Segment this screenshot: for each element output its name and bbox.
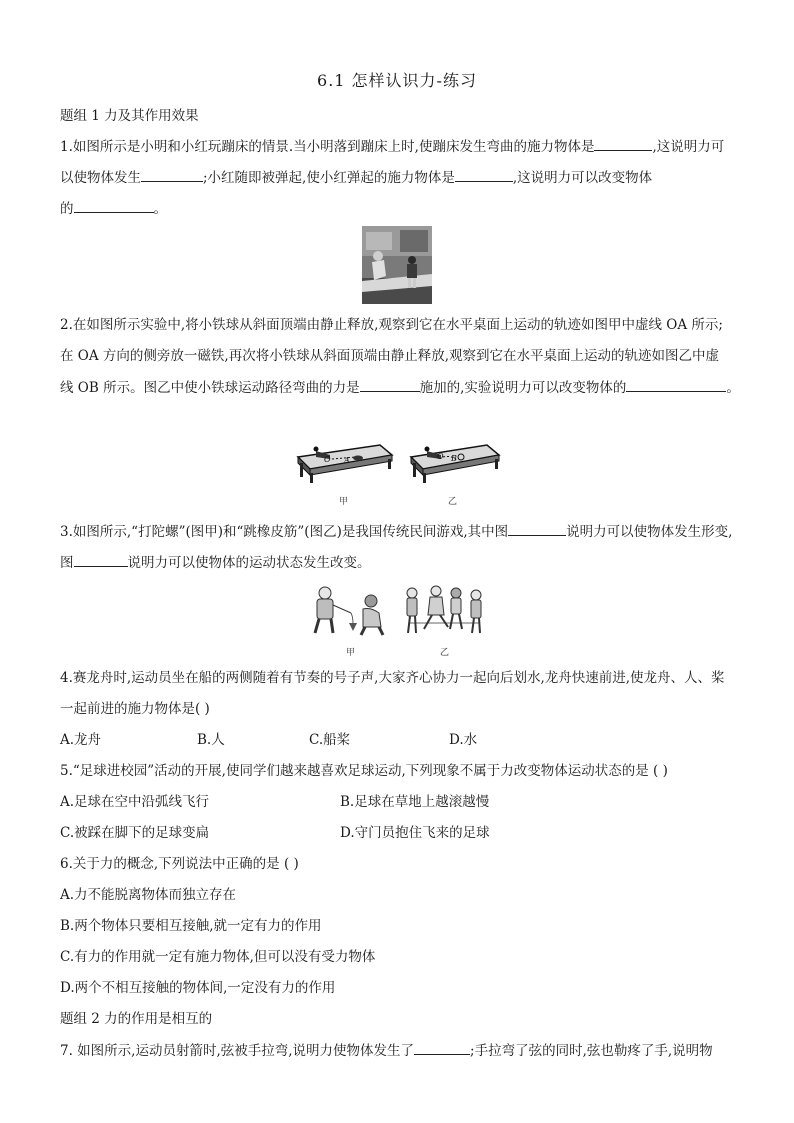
q4-option-a[interactable]: A.龙舟 <box>60 732 102 748</box>
caption-jia-1: 甲 <box>339 497 349 507</box>
q5-option-a[interactable]: A.足球在空中沿弧线飞行 <box>60 794 210 810</box>
caption-jia-2: 甲 <box>346 648 356 658</box>
q7-text-2: ;手拉弯了弦的同时,弦也勒疼了手,说明物 <box>470 1043 713 1059</box>
q1-text-1: 1.如图所示是小明和小红玩蹦床的情景.当小明落到蹦床上时,使蹦床发生弯曲的施力物体是 <box>60 139 595 155</box>
q1-text-3: 以使物体发生 <box>60 170 141 186</box>
page-title: 6.1 怎样认识力-练习 <box>317 71 477 90</box>
q3-text-1: 3.如图所示,“打陀螺”(图甲)和“跳橡皮筋”(图乙)是我国传统民间游戏,其中图 <box>60 524 509 540</box>
label-a: A <box>344 456 350 465</box>
group-2-heading: 题组 2 力的作用是相互的 <box>60 1011 213 1027</box>
q4-option-d[interactable]: D.水 <box>449 732 478 748</box>
q7-line-1 <box>60 1040 740 1061</box>
q3-text-4: 说明力可以使物体的运动状态发生改变。 <box>127 555 371 571</box>
q6-option-d[interactable]: D.两个不相互接触的物体间,一定没有力的作用 <box>60 980 336 996</box>
q6-option-a[interactable]: A.力不能脱离物体而独立存在 <box>60 887 237 903</box>
label-o: O <box>324 455 331 464</box>
caption-yi-2: 乙 <box>440 648 450 658</box>
caption-yi-1: 乙 <box>448 497 458 507</box>
q2-text-2: 施加的,实验说明力可以改变物体的 <box>419 380 627 396</box>
label-b: B <box>451 454 457 463</box>
q6-option-b[interactable]: B.两个物体只要相互接触,就一定有力的作用 <box>60 918 322 934</box>
q5-option-b[interactable]: B.足球在草地上越滚越慢 <box>340 794 490 810</box>
q1-line-2 <box>60 167 740 188</box>
q4-line-1: 4.赛龙舟时,运动员坐在船的两侧随着有节奏的号子声,大家齐心协力一起向后划水,龙舟快速前进,使龙舟、人、桨 <box>60 670 725 686</box>
q1-line-3 <box>60 198 740 219</box>
q3-text-2: 说明力可以使物体发生形变, <box>566 524 733 540</box>
q5-option-c[interactable]: C.被踩在脚下的足球变扁 <box>60 825 210 841</box>
q5-line-1: 5.“足球进校园”活动的开展,使同学们越来越喜欢足球运动,下列现象不属于力改变物体运动状态的是 ( ) <box>60 763 668 779</box>
q1-text-7: 。 <box>153 201 167 217</box>
q1-text-4: ;小红随即被弹起,使小红弹起的施力物体是 <box>203 170 455 186</box>
q2-blank-2[interactable] <box>626 377 726 392</box>
q1-text-5: ,这说明力可以改变物体 <box>512 170 653 186</box>
label-o-2: O <box>437 452 444 461</box>
q2-text-1: 线 OB 所示。图乙中使小铁球运动路径弯曲的力是 <box>60 380 360 396</box>
q6-line-1: 6.关于力的概念,下列说法中正确的是 ( ) <box>60 856 299 872</box>
q3-line-2 <box>60 552 740 573</box>
q6-option-c[interactable]: C.有力的作用就一定有施力物体,但可以没有受力物体 <box>60 949 376 965</box>
q5-option-d[interactable]: D.守门员抱住飞来的足球 <box>340 825 490 841</box>
q1-text-2: ,这说明力可 <box>652 139 725 155</box>
q1-text-6: 的 <box>60 201 74 217</box>
q1-blank-2[interactable] <box>141 167 203 182</box>
q2-blank-1[interactable] <box>360 377 420 392</box>
q7-text-1: 7. 如图所示,运动员射箭时,弦被手拉弯,说明力使物体发生了 <box>60 1043 415 1059</box>
q4-line-2: 一起前进的施力物体是( ) <box>60 701 210 717</box>
incline-table-figure-b <box>407 437 503 485</box>
q2-text-3: 。 <box>726 380 740 396</box>
q7-blank-1[interactable] <box>414 1040 470 1055</box>
q1-line-1 <box>60 136 740 157</box>
q3-blank-2[interactable] <box>74 552 128 567</box>
q1-blank-3[interactable] <box>455 167 513 182</box>
q2-line-1: 2.在如图所示实验中,将小铁球从斜面顶端由静止释放,观察到它在水平桌面上运动的轨迹如图甲中虚线 OA 所示; <box>60 317 723 333</box>
q4-option-b[interactable]: B.人 <box>197 732 225 748</box>
jumping-rubber-band-figure <box>402 583 486 639</box>
group-1-heading: 题组 1 力及其作用效果 <box>60 108 199 124</box>
q2-line-3 <box>60 377 740 398</box>
q3-text-3: 图 <box>60 555 74 571</box>
q3-blank-1[interactable] <box>508 521 566 536</box>
q2-line-2: 在 OA 方向的侧旁放一磁铁,再次将小铁球从斜面顶端由静止释放,观察到它在水平桌面上运动的轨迹如图乙中虚 <box>60 348 719 364</box>
q4-option-c[interactable]: C.船桨 <box>309 732 351 748</box>
spinning-top-figure <box>309 583 391 639</box>
q1-blank-4[interactable] <box>74 198 154 213</box>
q3-line-1 <box>60 521 740 542</box>
incline-table-figure-a <box>294 437 396 485</box>
q1-blank-1[interactable] <box>594 136 652 151</box>
trampoline-photo <box>362 226 432 304</box>
